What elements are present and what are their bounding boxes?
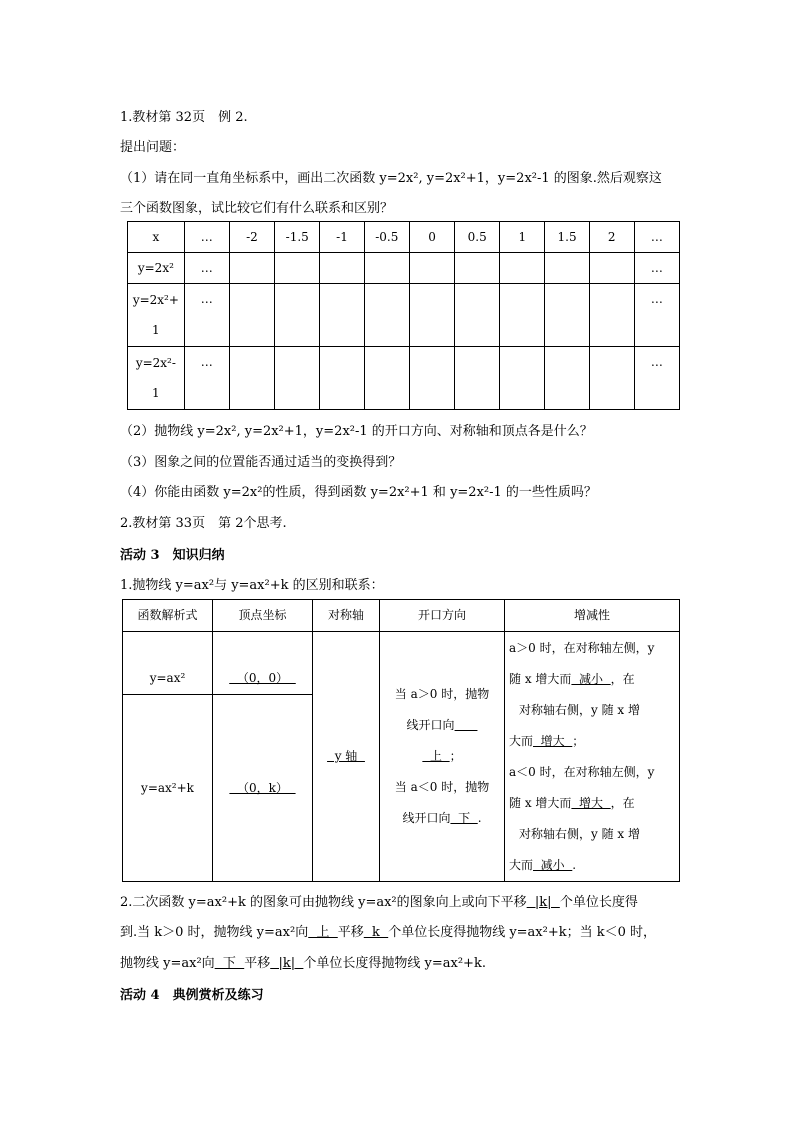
table-row bbox=[128, 284, 680, 347]
monotonicity-cell: a＞0 时，在对称轴左侧，y 随 x 增大而 减小 ，在 对称轴右侧，y 随 x 增 大而 增大 ； a＜0 时，在对称轴左侧，y 随 x 增大而 增大 ，在 对称轴右侧，y 随 x 增 大而 减小 . bbox=[505, 632, 680, 882]
heading-activity-4: 活动 4 典例赏析及练习 bbox=[120, 988, 264, 1003]
header-cell: 函数解析式 bbox=[123, 600, 213, 632]
text-k1: 1.抛物线 y=ax²与 y=ax²+k 的区别和联系： bbox=[120, 578, 384, 593]
table-cell: 1 bbox=[500, 222, 545, 253]
text-p2: 提出问题： bbox=[120, 140, 186, 155]
table-cell: 1.5 bbox=[545, 222, 589, 253]
table-row bbox=[128, 347, 680, 410]
table-row bbox=[123, 632, 680, 695]
header-cell: 增减性 bbox=[505, 600, 680, 632]
opening-cell: 当 a＞0 时，抛物 线开口向 上 ； 当 a＜0 时，抛物 线开口向 下 . bbox=[380, 632, 505, 882]
row-label: y=2x²- 1 bbox=[128, 347, 185, 410]
table-cell: … bbox=[634, 284, 679, 347]
value-table bbox=[127, 221, 680, 410]
text-p1: 1.教材第 32页 例 2. bbox=[120, 110, 248, 125]
table-cell: 0 bbox=[410, 222, 455, 253]
table-row bbox=[123, 600, 680, 632]
table-cell: x bbox=[128, 222, 185, 253]
heading-activity-3: 活动 3 知识归纳 bbox=[120, 548, 225, 563]
table-row bbox=[128, 253, 680, 284]
axis-cell: y 轴 bbox=[313, 632, 380, 882]
text-q1-b: 三个函数图象，试比较它们有什么联系和区别？ bbox=[120, 201, 394, 216]
table-row bbox=[128, 222, 680, 253]
formula-cell: y=ax² bbox=[123, 632, 213, 695]
text-k2-line1: 2.二次函数 y=ax²+k 的图象可由抛物线 y=ax²的图象向上或向下平移 |k| 个单位长度得 bbox=[120, 895, 638, 910]
row-label: y=2x²+ 1 bbox=[128, 284, 185, 347]
vertex-cell: （0，k） bbox=[213, 695, 313, 882]
table-cell: … bbox=[634, 253, 679, 284]
text-q2: （2）抛物线 y=2x², y=2x²+1，y=2x²-1 的开口方向、对称轴和顶点各是什么？ bbox=[120, 424, 593, 439]
text-q4: （4）你能由函数 y=2x²的性质，得到函数 y=2x²+1 和 y=2x²-1 的一些性质吗？ bbox=[120, 485, 597, 500]
vertex-cell: （0，0） bbox=[213, 632, 313, 695]
text-k2-line2: 到.当 k＞0 时，抛物线 y=ax²向 上 平移 k 个单位长度得抛物线 y=ax²+k；当 k＜0 时， bbox=[120, 925, 657, 940]
text-k2-line3: 抛物线 y=ax²向 下 平移 |k| 个单位长度得抛物线 y=ax²+k. bbox=[120, 956, 486, 971]
comparison-table bbox=[122, 599, 680, 882]
table-cell: … bbox=[184, 347, 229, 410]
table-cell: … bbox=[184, 284, 229, 347]
header-cell: 对称轴 bbox=[313, 600, 380, 632]
table-cell: 0.5 bbox=[455, 222, 500, 253]
table-cell: 2 bbox=[589, 222, 634, 253]
text-q1-a: （1）请在同一直角坐标系中，画出二次函数 y=2x², y=2x²+1，y=2x²-1 的图象.然后观察这 bbox=[120, 171, 662, 186]
table-cell: -0.5 bbox=[364, 222, 409, 253]
table-cell: … bbox=[184, 253, 229, 284]
text-p3: 2.教材第 33页 第 2个思考. bbox=[120, 516, 287, 531]
table-cell: … bbox=[184, 222, 229, 253]
formula-cell: y=ax²+k bbox=[123, 695, 213, 882]
table-cell: -1.5 bbox=[275, 222, 320, 253]
header-cell: 开口方向 bbox=[380, 600, 505, 632]
table-cell: … bbox=[634, 222, 679, 253]
table-cell: … bbox=[634, 347, 679, 410]
row-label: y=2x² bbox=[128, 253, 185, 284]
table-cell: -1 bbox=[320, 222, 364, 253]
header-cell: 顶点坐标 bbox=[213, 600, 313, 632]
table-cell: -2 bbox=[229, 222, 274, 253]
text-q3: （3）图象之间的位置能否通过适当的变换得到？ bbox=[120, 455, 402, 470]
